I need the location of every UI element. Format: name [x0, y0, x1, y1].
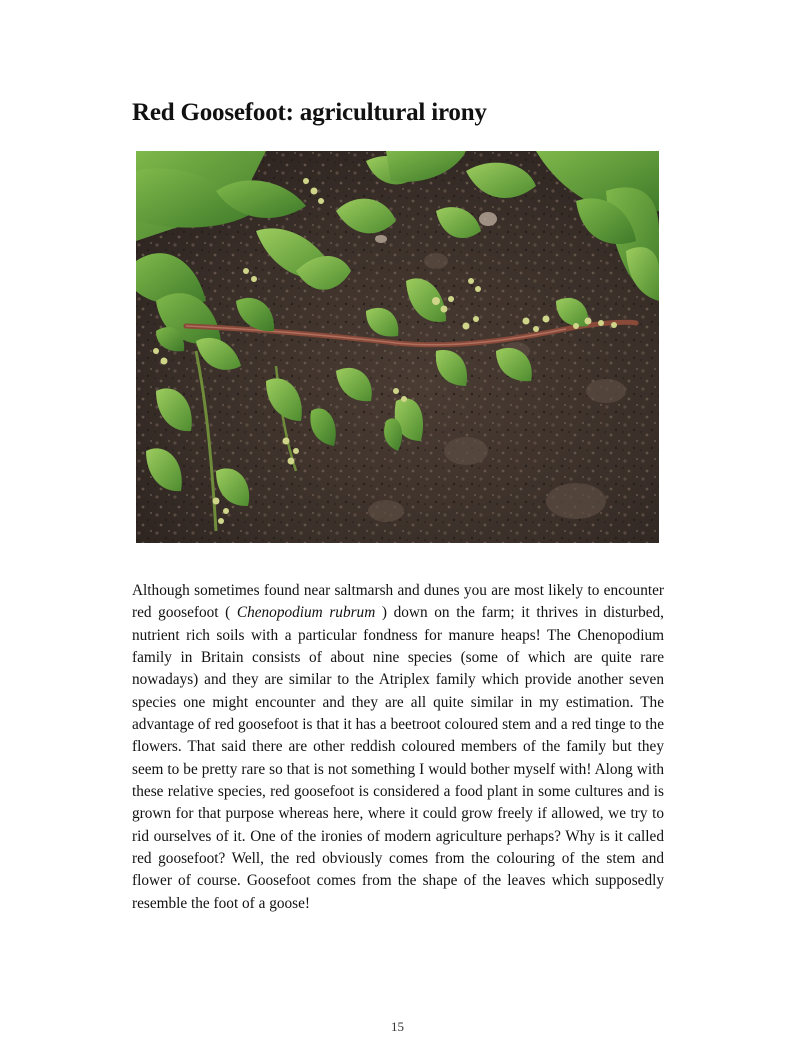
body-paragraph: [132, 580, 664, 915]
paragraph-part-2: ) down on the farm; it thrives in disturbed, nutrient rich soils with a particular fondness for manure heaps! The Chenopodium family in Britain consists of about nine species (some of which are quite rare nowadays) and they are similar to the Atriplex family which provide another seven species one might encounter and they are all quite similar in my estimation. The advantage of red goosefoot is that it has a beetroot coloured stem and a red tinge to the flowers. That said there are other reddish coloured members of the family but they seem to be pretty rare so that is not something I would bother myself with! Along with these relative species, red goosefoot is considered a food plant in some cultures and is grown for that purpose whereas here, where it could grow freely if allowed, we try to rid ourselves of it. One of the ironies of modern agriculture perhaps? Why is it called red goosefoot? Well, the red obviously comes from the colouring of the stem and flower of course. Goosefoot comes from the shape of the leaves which supposedly resemble the foot of a goose!: [132, 604, 664, 912]
paragraph-part-1: Although sometimes found near saltmarsh and dunes you are most likely to encounter red goosefoot (: [132, 582, 664, 622]
page-title: Red Goosefoot: agricultural irony: [132, 99, 487, 126]
plant-photo-icon: [136, 151, 659, 543]
page-number: 15: [391, 1019, 404, 1034]
red-goosefoot-photo: [136, 151, 659, 543]
species-name: Chenopodium rubrum: [236, 604, 376, 622]
